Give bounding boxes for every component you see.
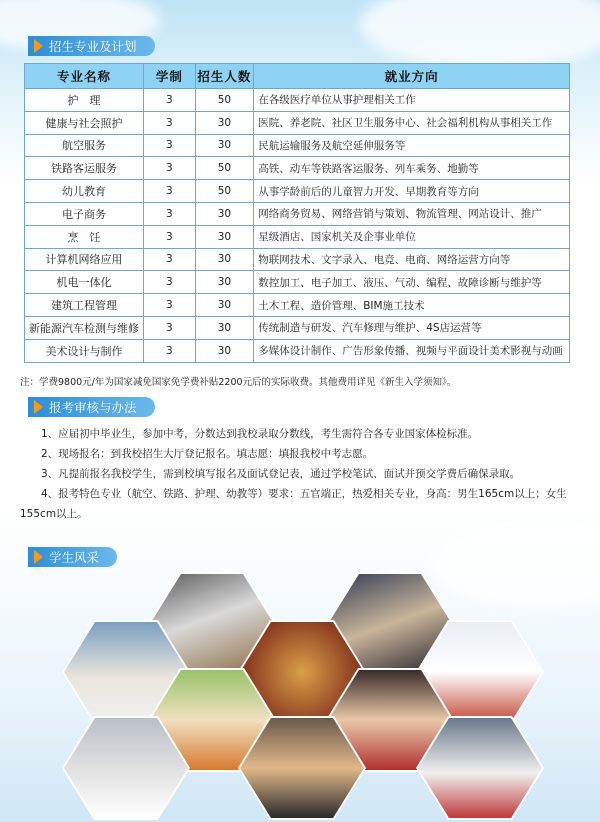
cell-duration: 3 [144, 134, 196, 157]
cell-major: 护 理 [25, 89, 144, 112]
cell-career: 数控加工、电子加工、液压、气动、编程、故障诊断与维护等 [254, 271, 570, 294]
review-item-4: 4、报考特色专业（航空、铁路、护理、幼教等）要求：五官端正，热爱相关专业，身高：男生165cm以上；女生155cm以上。 [20, 488, 567, 520]
table-row [25, 225, 570, 248]
cell-career: 民航运输服务及航空延伸服务等 [254, 134, 570, 157]
cell-career: 医院、养老院、社区卫生服务中心、社会福利机构从事相关工作 [254, 111, 570, 134]
cell-quota: 30 [195, 248, 254, 271]
table-row [25, 134, 570, 157]
cell-major: 电子商务 [25, 202, 144, 225]
review-item-3: 3、凡提前报名我校学生，需到校填写报名及面试登记表，通过学校笔试、面试并预交学费后确保录取。 [41, 468, 521, 480]
cell-duration: 3 [144, 248, 196, 271]
cell-duration: 3 [144, 294, 196, 317]
table-row [25, 157, 570, 180]
cell-career: 物联网技术、文字录入、电竞、电商、网络运营方向等 [254, 248, 570, 271]
header-duration: 学制 [144, 64, 196, 89]
cell-major: 航空服务 [25, 134, 144, 157]
cell-quota: 30 [195, 339, 254, 362]
cell-career: 高铁、动车等铁路客运服务、列车乘务、地勤等 [254, 157, 570, 180]
table-row [25, 248, 570, 271]
cell-career: 传统制造与研发、汽车修理与维护、4S店运营等 [254, 316, 570, 339]
cell-quota: 30 [195, 294, 254, 317]
cell-major: 美术设计与制作 [25, 339, 144, 362]
cell-career: 土木工程、造价管理、BIM施工技术 [254, 294, 570, 317]
section-title-plan: 招生专业及计划 [49, 39, 137, 54]
enrollment-table [24, 63, 570, 363]
header-career: 就业方向 [254, 64, 570, 89]
table-row [25, 339, 570, 362]
cell-quota: 30 [195, 202, 254, 225]
table-row [25, 271, 570, 294]
chevron-right-icon [34, 39, 43, 53]
cell-duration: 3 [144, 316, 196, 339]
section-title-students: 学生风采 [49, 550, 100, 565]
review-item-2: 2、现场报名：到我校招生大厅登记报名。填志愿：填报我校中考志愿。 [41, 448, 374, 460]
table-header-row [25, 64, 570, 89]
cell-major: 计算机网络应用 [25, 248, 144, 271]
cell-career: 从事学龄前后的儿童智力开发、早期教育等方向 [254, 180, 570, 203]
cell-duration: 3 [144, 111, 196, 134]
table-row [25, 316, 570, 339]
review-paragraphs [20, 424, 580, 524]
chevron-right-icon [34, 400, 43, 414]
section-title-review: 报考审核与办法 [49, 400, 137, 415]
table-row [25, 111, 570, 134]
cell-career: 多媒体设计制作、广告形象传播、视频与平面设计美术影视与动画 [254, 339, 570, 362]
cell-duration: 3 [144, 157, 196, 180]
cloud-decoration [360, 0, 600, 70]
cell-major: 烹 饪 [25, 225, 144, 248]
header-major: 专业名称 [25, 64, 144, 89]
cell-duration: 3 [144, 271, 196, 294]
cell-duration: 3 [144, 339, 196, 362]
cell-major: 铁路客运服务 [25, 157, 144, 180]
cell-career: 在各级医疗单位从事护理相关工作 [254, 89, 570, 112]
cell-duration: 3 [144, 225, 196, 248]
chevron-right-icon [34, 550, 43, 564]
table-row [25, 180, 570, 203]
cell-career: 网络商务贸易、网络营销与策划、物流管理、网站设计、推广 [254, 202, 570, 225]
table-row [25, 294, 570, 317]
cell-duration: 3 [144, 89, 196, 112]
section-tab-review [28, 397, 155, 417]
cell-quota: 50 [195, 157, 254, 180]
cell-quota: 30 [195, 225, 254, 248]
cell-quota: 50 [195, 89, 254, 112]
cell-career: 星级酒店、国家机关及企事业单位 [254, 225, 570, 248]
section-tab-students [28, 547, 117, 567]
cell-quota: 30 [195, 134, 254, 157]
table-row [25, 202, 570, 225]
cell-quota: 30 [195, 316, 254, 339]
cloud-decoration [430, 520, 600, 610]
cell-quota: 30 [195, 271, 254, 294]
cell-major: 建筑工程管理 [25, 294, 144, 317]
cell-major: 新能源汽车检测与维修 [25, 316, 144, 339]
cell-quota: 30 [195, 111, 254, 134]
cell-major: 幼儿教育 [25, 180, 144, 203]
cell-duration: 3 [144, 202, 196, 225]
cell-major: 健康与社会照护 [25, 111, 144, 134]
section-tab-plan [28, 36, 155, 56]
header-quota: 招生人数 [195, 64, 254, 89]
cell-duration: 3 [144, 180, 196, 203]
table-row [25, 89, 570, 112]
review-item-1: 1、应届初中毕业生，参加中考，分数达到我校录取分数线，考生需符合各专业国家体检标准。 [41, 428, 479, 440]
cell-quota: 50 [195, 180, 254, 203]
cell-major: 机电一体化 [25, 271, 144, 294]
fee-note: 注：学费9800元/年为国家减免国家免学费补贴2200元后的实际收费。其他费用详见《新生入学须知》。 [20, 377, 457, 388]
